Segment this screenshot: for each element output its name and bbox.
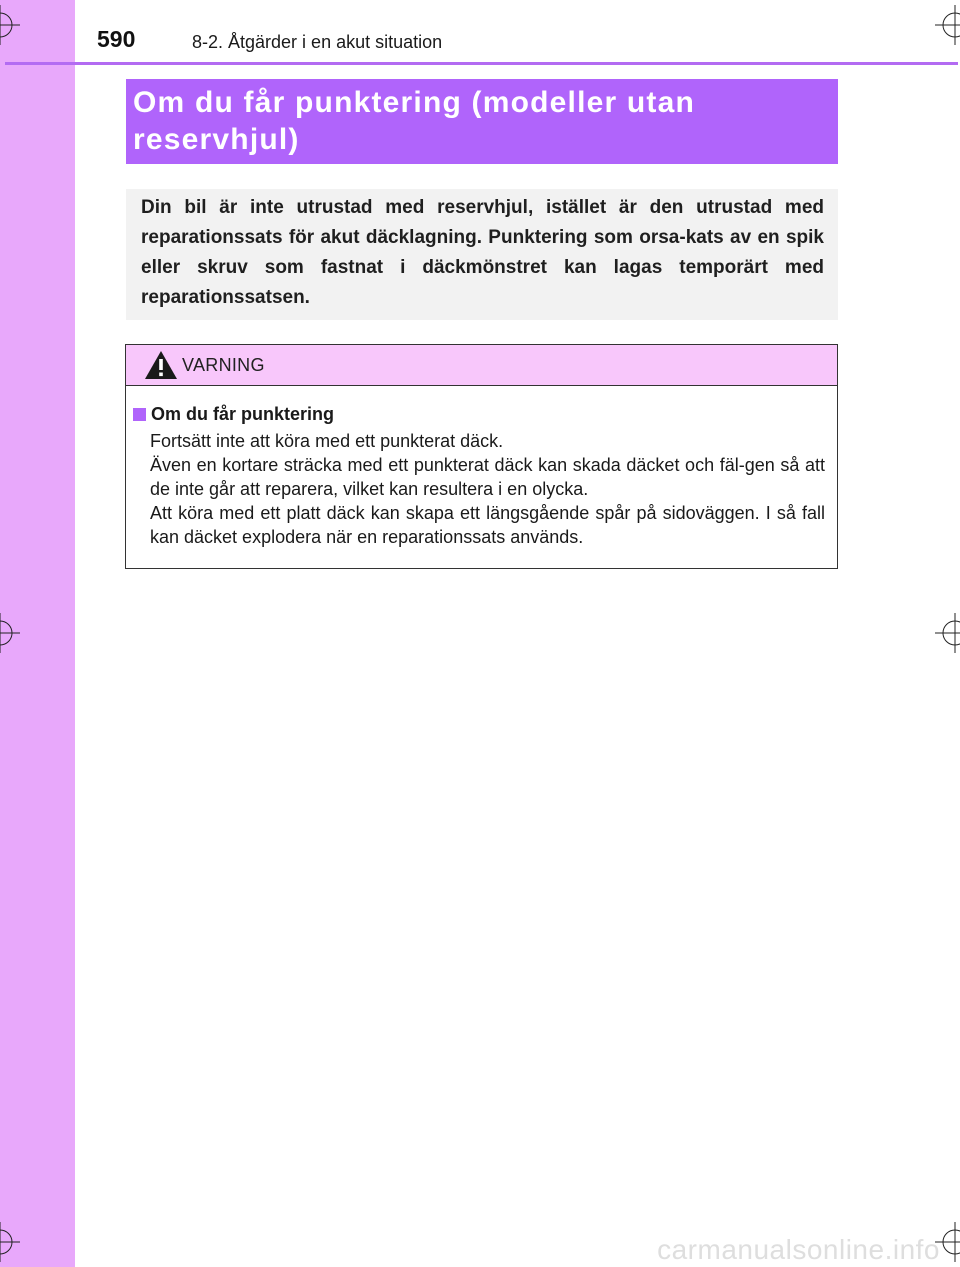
warning-triangle-icon bbox=[144, 350, 178, 380]
registration-mark-icon bbox=[935, 613, 960, 653]
warning-line: Fortsätt inte att köra med ett punkterat däck. bbox=[150, 431, 504, 451]
watermark: carmanualsonline.info bbox=[657, 1234, 940, 1265]
header-divider bbox=[5, 62, 958, 65]
registration-mark-icon bbox=[935, 5, 960, 45]
warning-line: Även en kortare sträcka med ett punkterat däck kan skada däcket och fäl-gen så att de inte går att reparera, vilket kan resultera i en olycka. bbox=[150, 455, 825, 499]
registration-mark-icon bbox=[0, 5, 20, 45]
warning-text bbox=[150, 429, 825, 549]
page-number: 590 bbox=[97, 26, 136, 52]
section-heading: 8-2. Åtgärder i en akut situation bbox=[192, 32, 443, 52]
registration-mark-icon bbox=[0, 613, 20, 653]
warning-line: Att köra med ett platt däck kan skapa ett längsgående spår på sidoväggen. I så fall kan däcket explodera när en reparationssats används. bbox=[150, 503, 825, 547]
intro-box bbox=[126, 189, 838, 320]
page-title: Om du får punktering (modeller utan reservhjul) bbox=[133, 86, 696, 156]
registration-mark-icon bbox=[0, 1222, 20, 1262]
warning-body bbox=[126, 386, 837, 549]
warning-heading: Om du får punktering bbox=[151, 404, 335, 424]
warning-label: VARNING bbox=[182, 355, 265, 375]
warning-heading-row bbox=[133, 402, 825, 426]
intro-text: Din bil är inte utrustad med reservhjul, istället är den utrustad med reparationssats för akut däcklagning. Punktering som orsa-kats av en spik eller skruv som fastnat i däckmönstret kan lagas temporärt med reparationssatsen. bbox=[141, 197, 824, 308]
square-bullet-icon bbox=[133, 408, 146, 421]
warning-header bbox=[126, 345, 837, 386]
page-title-box bbox=[126, 79, 838, 164]
warning-box bbox=[125, 344, 838, 569]
